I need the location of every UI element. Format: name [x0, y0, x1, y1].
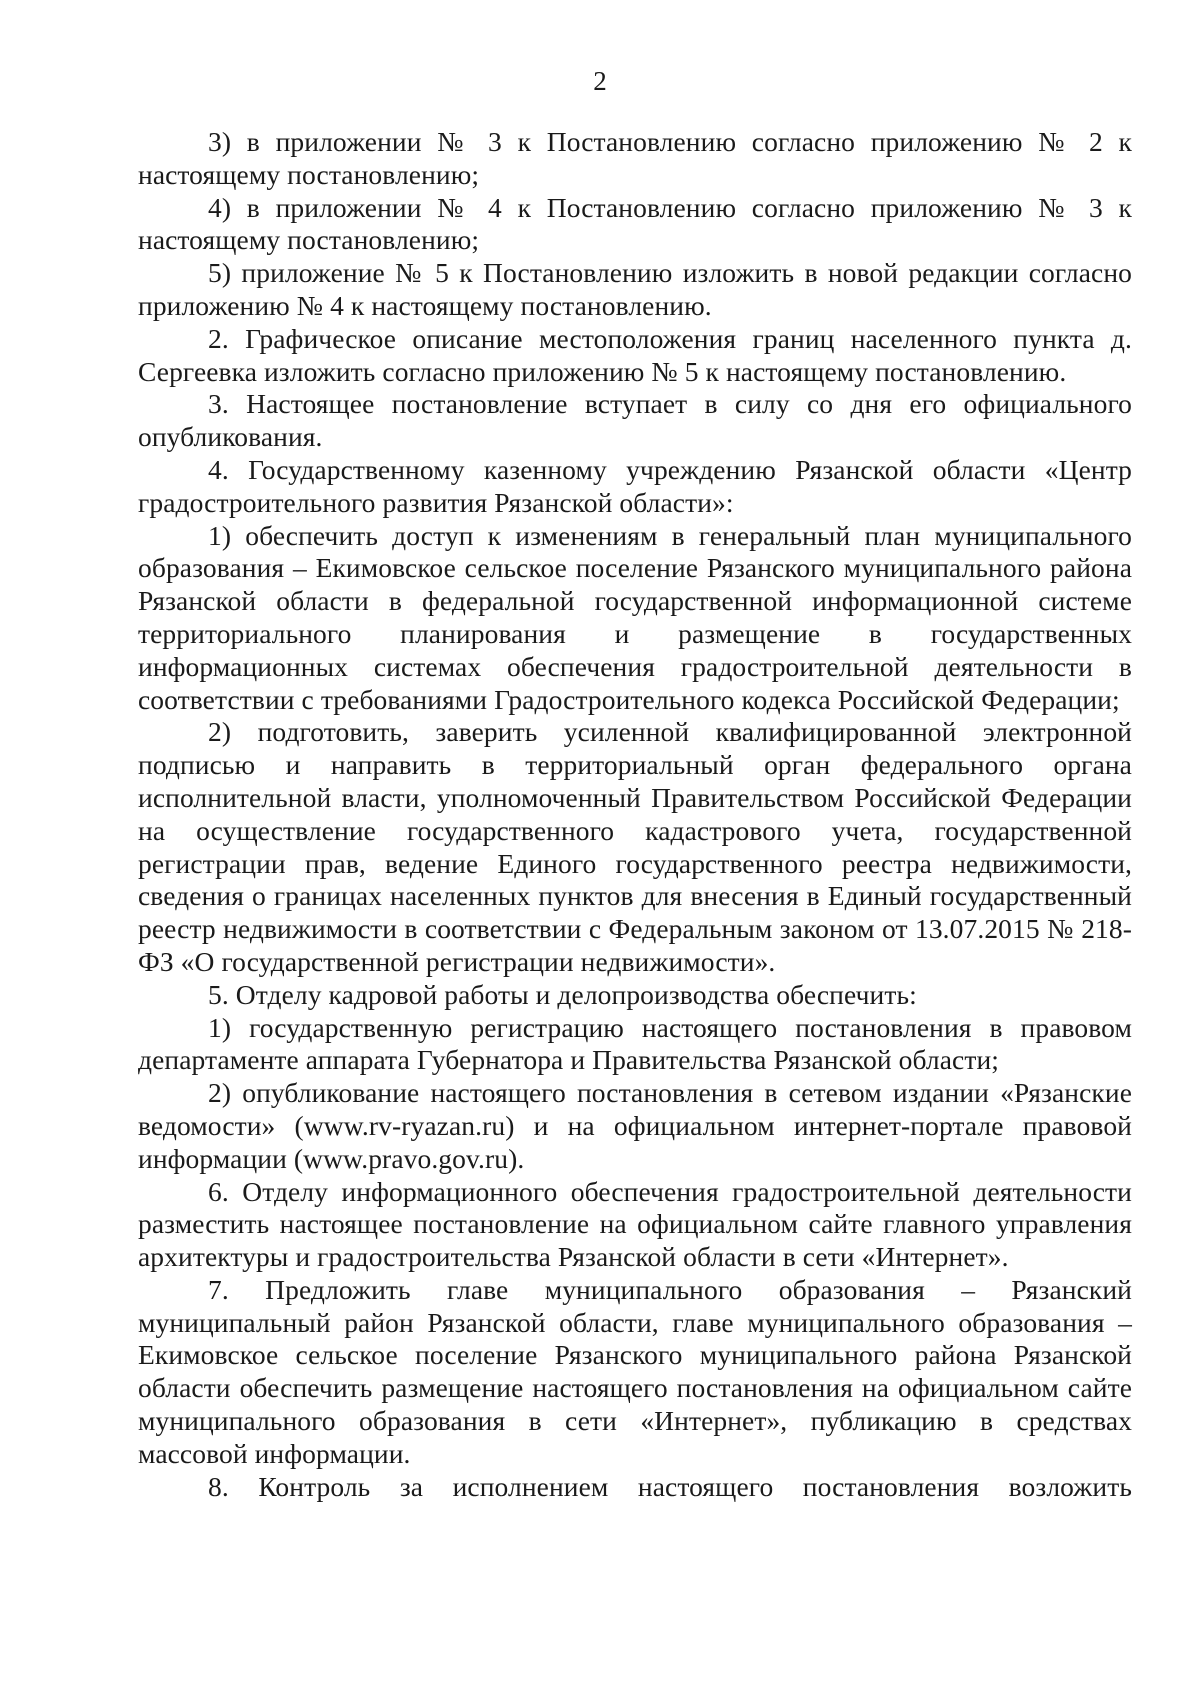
clause-2: 2. Графическое описание местоположения границ населенного пункта д. Сергеевка изложить согласно приложению № 5 к настоящему постановлению. [138, 322, 1132, 387]
clause-4-item-2: 2) подготовить, заверить усиленной квалифицированной электронной подписью и направить в территориальный орган федерального органа исполнительной власти, уполномоченный Правительством Российской Федерации на осуществление государственного кадастрового учета, государственной регистрации прав, ведение Единого государственного реестра недвижимости, сведения о границах населенных пунктов для внесения в Единый государственный реестр недвижимости в соответствии с Федеральным законом от 13.07.2015 № 218-ФЗ «О государственной регистрации недвижимости». [138, 716, 1132, 977]
clause-4: 4. Государственному казенному учреждению Рязанской области «Центр градостроительного развития Рязанской области»: [138, 453, 1132, 518]
list-item-3: 3) в приложении № 3 к Постановлению согласно приложению № 2 к настоящему постановлению; [138, 126, 1132, 190]
clause-3: 3. Настоящее постановление вступает в силу со дня его официального опубликования. [138, 388, 1132, 453]
clause-7: 7. Предложить главе муниципального образования – Рязанский муниципальный район Рязанской области, главе муниципального образования – Екимовское сельское поселение Рязанского муниципального района Рязанской области обеспечить размещение настоящего постановления на официальном сайте муниципального образования в сети «Интернет», публикацию в средствах массовой информации. [138, 1273, 1132, 1469]
clause-8: 8. Контроль за исполнением настоящего постановления возложить [208, 1470, 1132, 1502]
list-item-4: 4) в приложении № 4 к Постановлению согласно приложению № 3 к настоящему постановлению; [138, 191, 1132, 256]
document-body [138, 126, 1132, 1503]
list-item-5: 5) приложение № 5 к Постановлению изложить в новой редакции согласно приложению № 4 к настоящему постановлению. [138, 257, 1132, 321]
clause-5-item-1: 1) государственную регистрацию настоящего постановления в правовом департаменте аппарата Губернатора и Правительства Рязанской области; [138, 1011, 1132, 1076]
page-number: 2 [593, 66, 607, 96]
clause-4-item-1: 1) обеспечить доступ к изменениям в генеральный план муниципального образования – Екимовское сельское поселение Рязанского муниципального района Рязанской области в федеральной государственной информационной системе территориального планирования и размещение в государственных информационных системах обеспечения градостроительной деятельности в соответствии с требованиями Градостроительного кодекса Российской Федерации; [138, 519, 1132, 715]
clause-6: 6. Отделу информационного обеспечения градостроительной деятельности разместить настоящее постановление на официальном сайте главного управления архитектуры и градостроительства Рязанской области в сети «Интернет». [138, 1175, 1132, 1273]
clause-5-item-2: 2) опубликование настоящего постановления в сетевом издании «Рязанские ведомости» (www.rv-ryazan.ru) и на официальном интернет-портале правовой информации (www.pravo.gov.ru). [138, 1077, 1132, 1174]
clause-5: 5. Отделу кадровой работы и делопроизводства обеспечить: [208, 978, 917, 1010]
